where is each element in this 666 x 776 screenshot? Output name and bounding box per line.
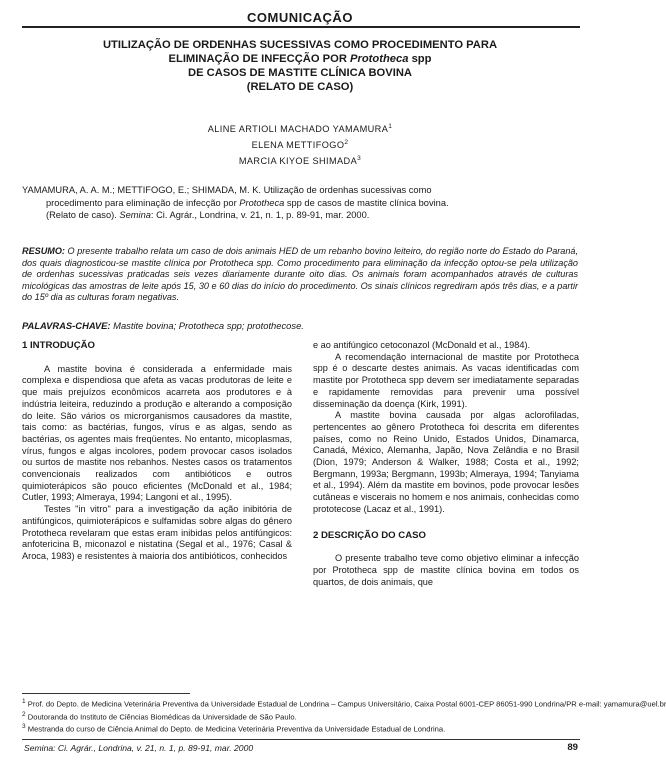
page-number: 89 bbox=[567, 742, 578, 753]
top-rule bbox=[22, 26, 580, 28]
footnote-3: $^3$ Mestranda do curso de Ciência Animal do Depto. de Medicina Veterinária Preventiva da Universidade Estadual de Londrina. bbox=[22, 723, 446, 734]
abstract-label: RESUMO: bbox=[22, 246, 65, 256]
footer-journal: Semina: Ci. Agrár., Londrina, v. 21, n. 1, p. 89-91, mar. 2000 bbox=[24, 743, 254, 753]
intro-heading: 1 INTRODUÇÃO bbox=[22, 340, 96, 351]
bottom-rule bbox=[22, 739, 580, 740]
footnote-rule bbox=[22, 693, 190, 694]
footnotes bbox=[22, 697, 666, 735]
abstract bbox=[22, 246, 578, 304]
case-paragraph-1: O presente trabalho teve como objetivo eliminar a infecção por Prototheca spp de mastite clínica bovina em todos os quartos, de dois animais, que bbox=[313, 553, 579, 587]
intro-paragraph-3: A recomendação internacional de mastite por Prototheca spp é o descarte destes animais. As vacas identificadas com mastite por Prototheca spp devem ser imediatamente separadas e rapidamente removidas para prevenir uma possível disseminação da doença (Kirk, 1991). bbox=[313, 351, 579, 409]
author-1: ALINE ARTIOLI MACHADO YAMAMURA$^1$ bbox=[207, 123, 393, 135]
author-list bbox=[150, 120, 450, 168]
intro-paragraph-4: A mastite bovina causada por algas aclorofiladas, pertencentes ao gênero Prototheca foi descrita em diferentes países, como no Reino Unido, Estados Unidos, Dinamarca, Canadá, México, Alemanha, Japão, Nova Zelândia e no Brasil (Dion, 1979; Anderson & Walker, 1988; Costa et al., 1992; Bergmann, 1993a; Bergmann, 1993b; Almeraya, 1994; Tanyiama et al., 1994). Além da mastite em bovinos, pode provocar lesões cutâneas e viscerais no homem e nos animais, conhecidas como prototecose (Lacaz et al., 1991). bbox=[313, 410, 579, 514]
footnote-2: $^2$ Doutoranda do Instituto de Ciências Biomédicas da Universidade de São Paulo. bbox=[22, 710, 297, 722]
citation: YAMAMURA, A. A. M.; METTIFOGO, E.; SHIMADA, M. K. Utilização de ordenhas sucessivas como procedimento para eliminação de infecção por Prototheca spp de casos de mastite clínica bovina. (Relato de caso). Semina: Ci. Agrár., Londrina, v. 21, n. 1, p. 89-91, mar. 2000. bbox=[22, 185, 449, 220]
author-3: MARCIA KIYOE SHIMADA$^3$ bbox=[238, 155, 362, 167]
article-title bbox=[30, 38, 570, 94]
keywords-label: PALAVRAS-CHAVE: bbox=[22, 320, 111, 331]
intro-paragraph-2-cont: e ao antifúngico cetoconazol (McDonald et al., 1984). bbox=[313, 340, 531, 350]
title-line-2: ELIMINAÇÃO DE INFECÇÃO POR Prototheca spp bbox=[168, 53, 432, 65]
case-heading: 2 DESCRIÇÃO DO CASO bbox=[313, 529, 427, 541]
title-line-4: (RELATO DE CASO) bbox=[246, 81, 354, 93]
intro-paragraph-2: Testes "in vitro" para a investigação da ação inibitória de antifúngicos, quimioterápicos e sulfamidas sobre algas do gênero Prototheca revelaram que estas eram inibidas pelos antifúngicos: anfotericina B, miconazol e nistatina (Segal et al., 1976; Casal & Aroca, 1983) e resistentes à maioria dos antibióticos, conhecidos bbox=[22, 504, 292, 561]
abstract-text: O presente trabalho relata um caso de dois animais HED de um rebanho bovino leiteiro, do região norte do Estado do Paraná, dos quais diagnosticou-se mastite clínica por Prototheca spp. Como procedimento para eliminação da infecção optou-se pela utilização de ordenhas sucessivas praticadas seis vezes diariamente durante oito dias. Os animais foram acompanhados através de culturas micológicas das amostras de leite após 15, 30 e 60 dias do início do procedimento. Os sinais clínicos regrediram após três dias, e a partir do 15º dia as culturas foram negativas. bbox=[22, 246, 578, 303]
footnote-1: $^1$ Prof. do Depto. de Medicina Veterinária Preventiva da Universidade Estadual de Londrina – Campus Universitário, Caixa Postal 6001-CEP 86051-990 Londrina/PR e-mail: yamamura@uel.br bbox=[22, 698, 666, 709]
title-line-3: DE CASOS DE MASTITE CLÍNICA BOVINA bbox=[188, 67, 412, 79]
keywords-text: Mastite bovina; Prototheca spp; protothecose. bbox=[110, 320, 304, 331]
keywords bbox=[22, 320, 578, 331]
section-label: COMUNICAÇÃO bbox=[247, 10, 353, 25]
right-column bbox=[313, 340, 579, 588]
intro-paragraph-1: A mastite bovina é considerada a enfermidade mais complexa e dispendiosa que afeta as vacas produtoras de leite e que mais prejuízos econômicos acarreta aos produtores e à indústria leiteira, reduzindo a produção e alterando a composição do leite. São vários os microrganismos causadores da mastite, tais como: as bactérias, fungos, vírus e as algas, sendo as bactérias, os agentes mais freqüentes. No entanto, micoplasmas, vírus, fungos e algas incolores, podem provocar casos isolados ou surtos de mastite nos rebanhos. Nestes casos os tratamentos convencionais realizados com antibióticos e outros quimioterápicos são pouco eficientes (McDonald et al., 1984; Cutler, 1993; Almeraya, 1994; Langoni et al., 1995). bbox=[22, 363, 292, 503]
left-column bbox=[22, 340, 292, 563]
author-2: ELENA METTIFOGO$^2$ bbox=[251, 139, 349, 151]
title-line-1: UTILIZAÇÃO DE ORDENHAS SUCESSIVAS COMO PROCEDIMENTO PARA bbox=[102, 39, 498, 51]
